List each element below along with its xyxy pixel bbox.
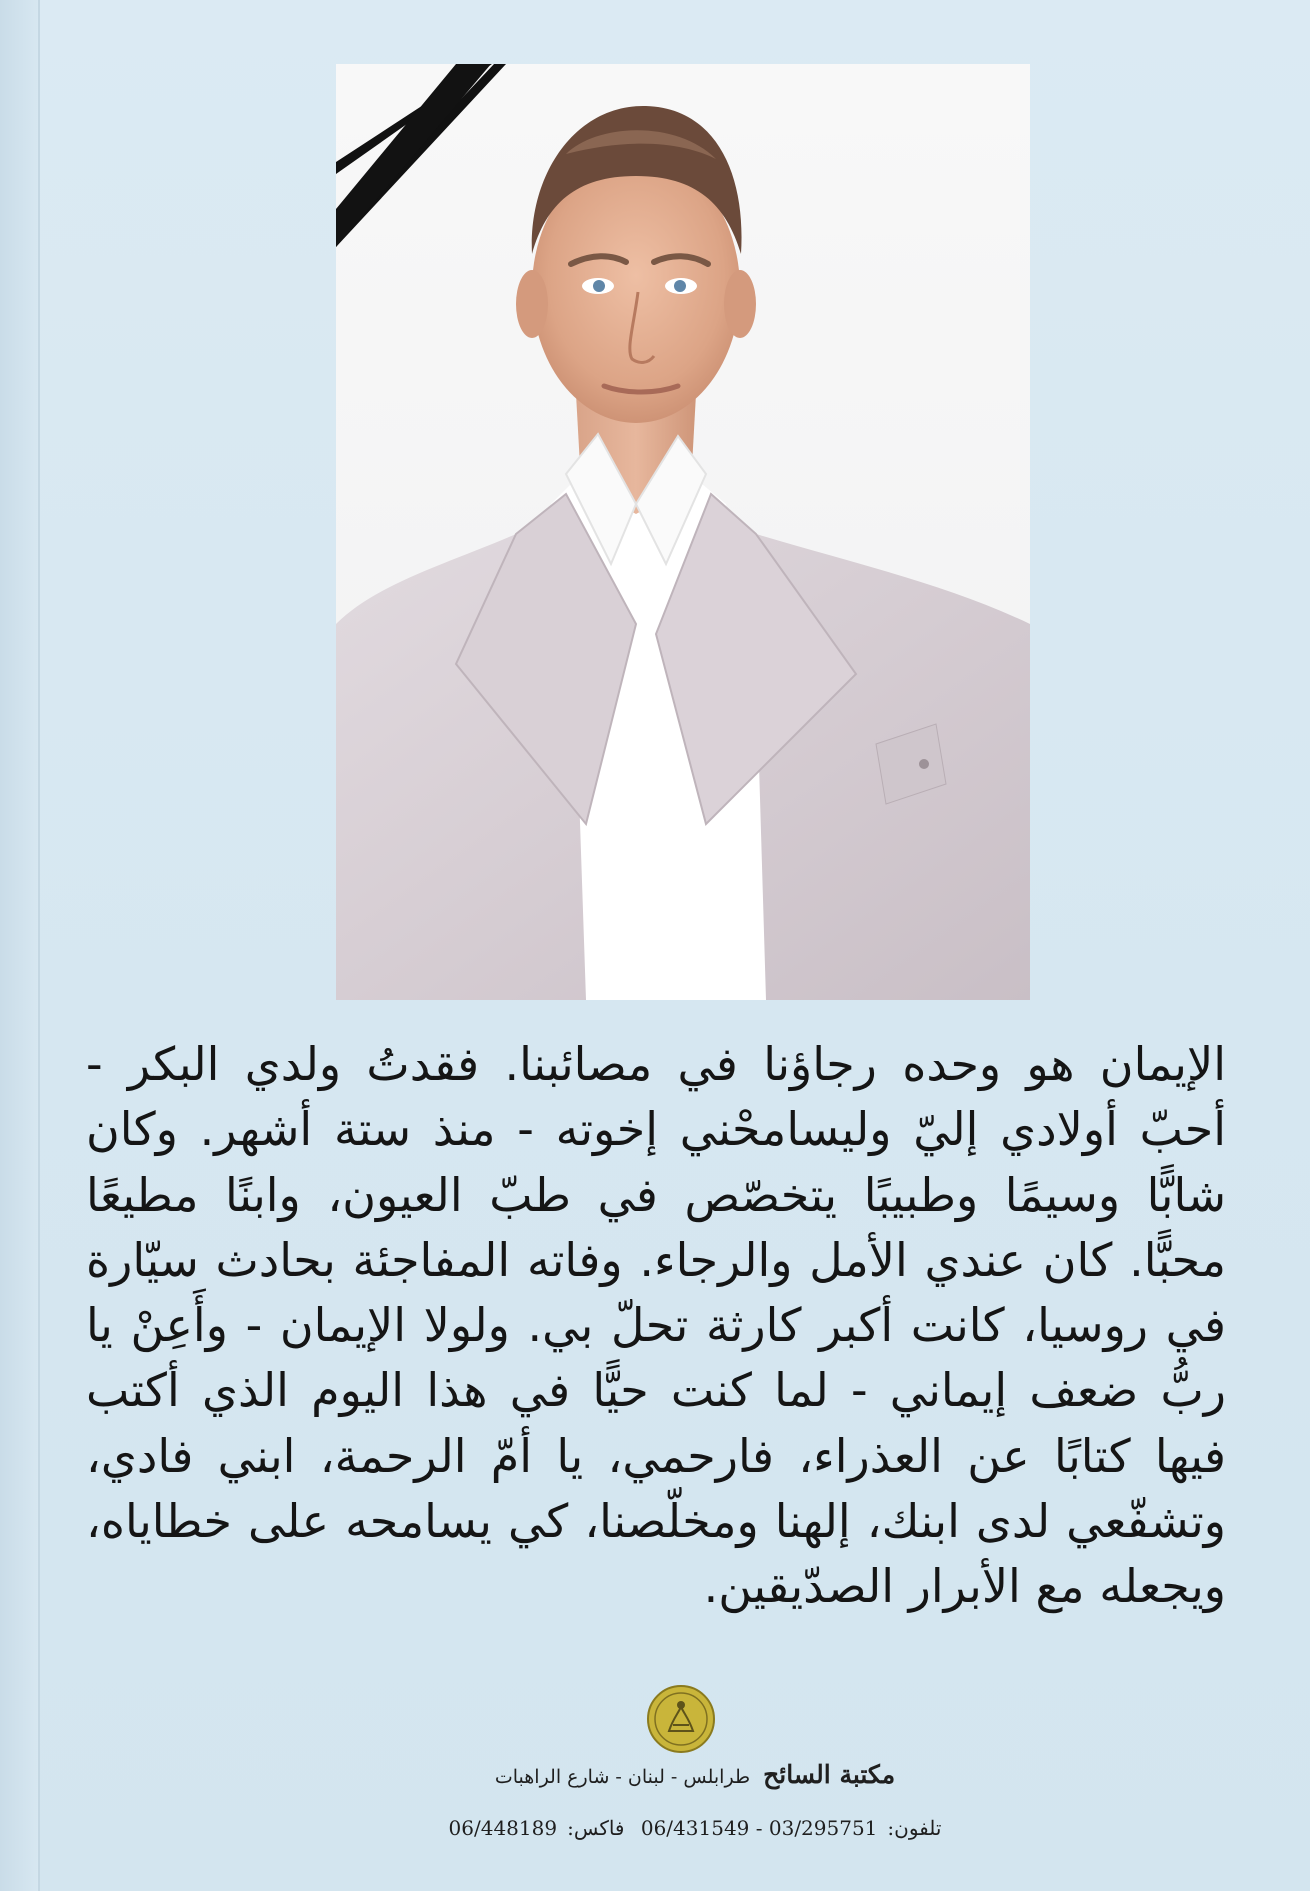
dedication-paragraph: الإيمان هو وحده رجاؤنا في مصائبنا. فقدتُ ولدي البكر - أحبّ أولادي إليّ وليسامحْني إخوته - منذ ستة أشهر. وكان شابًّا وسيمًا وطبيبًا يتخصّص في طبّ العيون، وابنًا مطيعًا محبًّا. كان عندي الأمل والرجاء. وفاته المفاجئة بحادث سيّارة في روسيا، كانت أكبر كارثة تحلّ بي. ولولا الإيمان - وأَعِنْ يا ربُّ ضعف إيماني - لما كنت حيًّا في هذا اليوم الذي أكتب فيها كتابًا عن العذراء، فارحمي، يا أمّ الرحمة، ابني فادي، وتشفّعي لدى ابنك، إلهنا ومخلّصنا، كي يسامحه على خطاياه، ويجعله مع الأبرار الصدّيقين. xyxy=(86,1037,1226,1614)
fax-number: 06/448189 xyxy=(448,1816,558,1840)
phone-label: تلفون: xyxy=(887,1816,942,1840)
phone-numbers: 06/431549 - 03/295751 xyxy=(640,1816,878,1840)
fax-label: فاكس: xyxy=(567,1816,625,1840)
portrait-photo xyxy=(336,64,1030,1000)
publisher-logo-icon xyxy=(647,1685,715,1753)
publisher-name: مكتبة السائح xyxy=(763,1760,896,1789)
publisher-address: طرابلس - لبنان - شارع الراهبات xyxy=(494,1766,751,1788)
spine-edge xyxy=(38,0,40,1891)
publisher-line xyxy=(200,1760,1190,1789)
portrait-illustration xyxy=(336,64,1030,1000)
publisher-contacts xyxy=(200,1816,1190,1840)
